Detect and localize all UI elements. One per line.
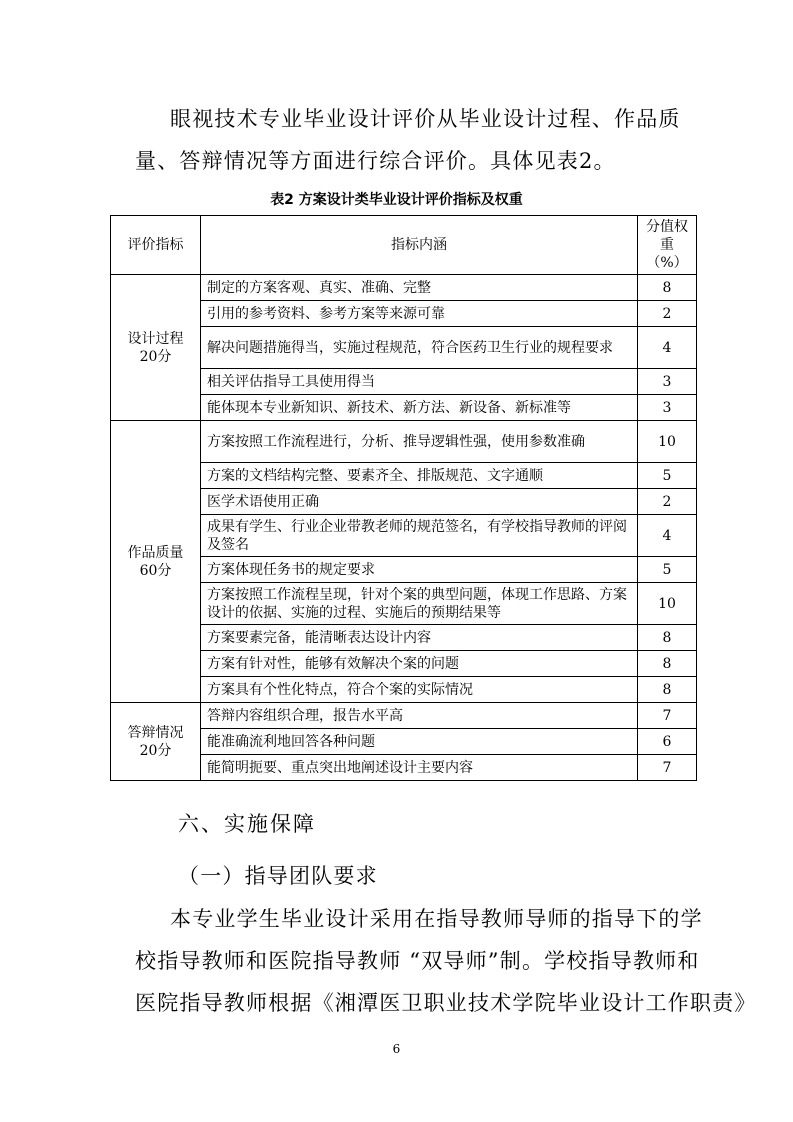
indicator-content: 引用的参考资料、参考方案等来源可靠 — [201, 301, 638, 327]
category-points: 20分 — [139, 742, 172, 759]
category-cell — [111, 703, 201, 781]
table-row — [111, 421, 697, 463]
body-line-3: 医院指导教师根据《湘潭医卫职业技术学院毕业设计工作职责》 — [135, 991, 757, 1015]
header-weight — [638, 216, 697, 275]
indicator-score: 5 — [638, 557, 697, 583]
indicator-content: 方案体现任务书的规定要求 — [201, 557, 638, 583]
indicator-score: 8 — [638, 677, 697, 703]
indicator-score: 7 — [638, 755, 697, 781]
indicator-score: 7 — [638, 703, 697, 729]
header-weight-line1: 分值权重 — [646, 219, 688, 253]
indicator-content: 能简明扼要、重点突出地阐述设计主要内容 — [201, 755, 638, 781]
body-line-2: 校指导教师和医院指导教师 “双导师”制。学校指导教师和 — [135, 949, 700, 973]
indicator-content: 方案要素完备，能清晰表达设计内容 — [201, 625, 638, 651]
indicator-content: 能准确流利地回答各种问题 — [201, 729, 638, 755]
page-number: 6 — [392, 1042, 401, 1056]
indicator-content: 能体现本专业新知识、新技术、新方法、新设备、新标准等 — [201, 395, 638, 421]
table-row — [111, 703, 697, 729]
indicator-content: 答辩内容组织合理，报告水平高 — [201, 703, 638, 729]
table-row — [111, 275, 697, 301]
indicator-score: 4 — [638, 515, 697, 557]
indicator-score: 2 — [638, 489, 697, 515]
indicator-content: 方案的文档结构完整、要素齐全、排版规范、文字通顺 — [201, 463, 638, 489]
category-cell — [111, 275, 201, 421]
category-name: 作品质量 — [127, 544, 184, 561]
indicator-content: 相关评估指导工具使用得当 — [201, 369, 638, 395]
indicator-score: 8 — [638, 625, 697, 651]
indicator-score: 3 — [638, 395, 697, 421]
indicator-content: 制定的方案客观、真实、准确、完整 — [201, 275, 638, 301]
indicator-score: 8 — [638, 651, 697, 677]
indicator-score: 10 — [638, 583, 697, 625]
category-cell — [111, 421, 201, 703]
indicator-content: 成果有学生、行业企业带教老师的规范签名，有学校指导教师的评阅及签名 — [201, 515, 638, 557]
indicator-score: 6 — [638, 729, 697, 755]
intro-line-1: 眼视技术专业毕业设计评价从毕业设计过程、作品质 — [170, 107, 681, 131]
header-content: 指标内涵 — [201, 216, 638, 275]
header-indicator: 评价指标 — [111, 216, 201, 275]
table-header-row — [111, 216, 697, 275]
indicator-content: 方案按照工作流程进行，分析、推导逻辑性强，使用参数准确 — [201, 421, 638, 463]
category-points: 20分 — [139, 348, 172, 365]
header-weight-line2: （%） — [646, 255, 688, 271]
indicator-score: 3 — [638, 369, 697, 395]
category-points: 60分 — [139, 562, 172, 579]
body-line-1: 本专业学生毕业设计采用在指导教师导师的指导下的学 — [170, 907, 703, 931]
indicator-content: 解决问题措施得当，实施过程规范，符合医药卫生行业的规程要求 — [201, 327, 638, 369]
section-heading: 六、实施保障 — [178, 812, 316, 836]
indicator-score: 2 — [638, 301, 697, 327]
indicator-score: 4 — [638, 327, 697, 369]
indicator-score: 5 — [638, 463, 697, 489]
indicator-score: 10 — [638, 421, 697, 463]
indicator-content: 方案有针对性，能够有效解决个案的问题 — [201, 651, 638, 677]
section-subheading: （一）指导团队要求 — [178, 864, 378, 888]
table-caption: 表2 方案设计类毕业设计评价指标及权重 — [270, 192, 523, 208]
evaluation-table — [110, 215, 697, 781]
category-name: 答辩情况 — [127, 724, 184, 741]
indicator-score: 8 — [638, 275, 697, 301]
indicator-content: 医学术语使用正确 — [201, 489, 638, 515]
indicator-content: 方案按照工作流程呈现，针对个案的典型问题，体现工作思路、方案设计的依据、实施的过程、实施后的预期结果等 — [201, 583, 638, 625]
intro-line-2: 量、答辩情况等方面进行综合评价。具体见表2。 — [135, 149, 616, 173]
indicator-content: 方案具有个性化特点，符合个案的实际情况 — [201, 677, 638, 703]
category-name: 设计过程 — [127, 330, 184, 347]
